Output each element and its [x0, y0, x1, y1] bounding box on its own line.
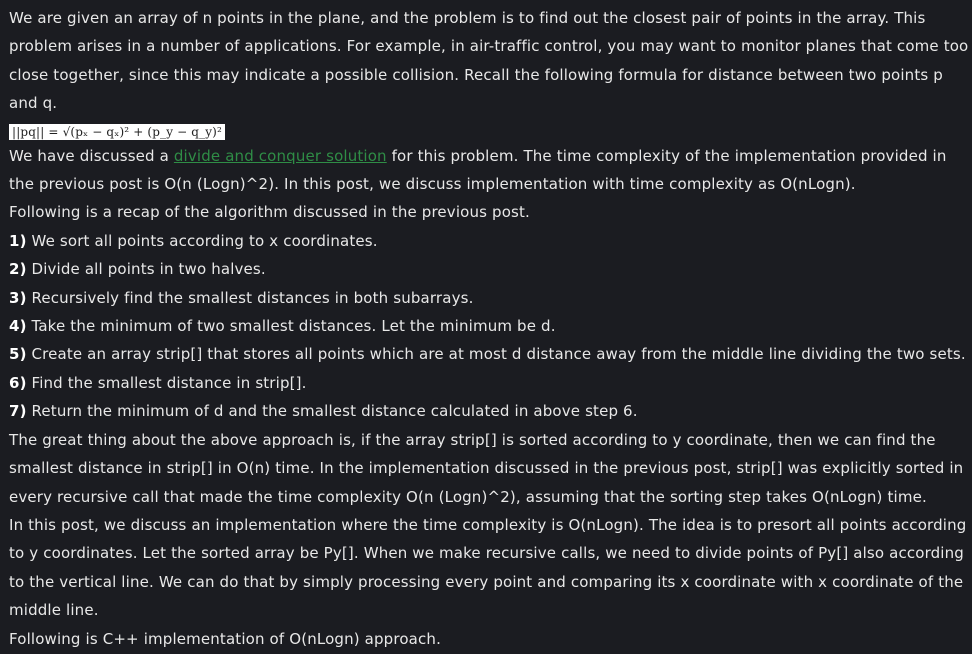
step-number: 2): [9, 260, 27, 279]
step-item: [9, 340, 969, 368]
step-number: 3): [9, 288, 27, 307]
recap-line: Following is a recap of the algorithm discussed in the previous post.: [9, 203, 530, 222]
step-text: Find the smallest distance in strip[].: [26, 373, 307, 392]
step-text: Create an array strip[] that stores all points which are at most d distance away from the middle line dividing the two sets.: [26, 345, 966, 364]
step-text: Return the minimum of d and the smallest distance calculated in above step 6.: [26, 402, 638, 421]
step-number: 7): [9, 402, 27, 421]
formula-row: [9, 118, 969, 142]
discussion-text-after-link: for this problem. The time complexity of the implementation provided in the previous post is O(n (Logn)^2). In this post, we discuss implementation with time complexity as O(nLogn).: [9, 146, 947, 194]
step-number: 1): [9, 231, 27, 250]
step-number: 6): [9, 373, 27, 392]
intro-paragraph: We are given an array of n points in the plane, and the problem is to find out the closest pair of points in the array. This problem arises in a number of applications. For example, in air-traffic control, you may want to monitor planes that come too close together, since this may indicate a possible collision. Recall the following formula for distance between two points p and q.: [9, 9, 969, 113]
step-item: [9, 255, 969, 283]
conclusion-paragraph-1: The great thing about the above approach is, if the array strip[] is sorted according to y coordinate, then we can find the smallest distance in strip[] in O(n) time. In the implementation discussed in the previous post, strip[] was explicitly sorted in every recursive call that made the time complexity O(n (Logn)^2), assuming that the sorting step takes O(nLogn) time.: [9, 430, 964, 506]
divide-and-conquer-link[interactable]: divide and conquer solution: [173, 146, 387, 165]
conclusion-paragraph-2: In this post, we discuss an implementation where the time complexity is O(nLogn). The idea is to presort all points according to y coordinates. Let the sorted array be Py[]. When we make recursive calls, we need to divide points of Py[] also according to the vertical line. We can do that by simply processing every point and comparing its x coordinate with x coordinate of the middle line.: [9, 515, 967, 620]
distance-formula-image: ||pq|| = √(pₓ − qₓ)² + (p_y − q_y)²: [9, 124, 225, 140]
step-number: 5): [9, 345, 27, 364]
step-text: We sort all points according to x coordinates.: [26, 231, 378, 250]
step-text: Recursively find the smallest distances in both subarrays.: [26, 288, 474, 307]
discussion-paragraph: [9, 142, 969, 199]
algorithm-steps-list: [9, 227, 969, 426]
step-item: [9, 284, 969, 312]
step-text: Take the minimum of two smallest distances. Let the minimum be d.: [26, 317, 556, 336]
step-number: 4): [9, 317, 27, 336]
step-item: [9, 312, 969, 340]
conclusion-paragraph-3: Following is C++ implementation of O(nLogn) approach.: [9, 629, 441, 648]
discussion-text-before-link: We have discussed a: [9, 146, 174, 165]
step-item: [9, 397, 969, 425]
step-text: Divide all points in two halves.: [26, 260, 266, 279]
step-item: [9, 369, 969, 397]
step-item: [9, 227, 969, 255]
